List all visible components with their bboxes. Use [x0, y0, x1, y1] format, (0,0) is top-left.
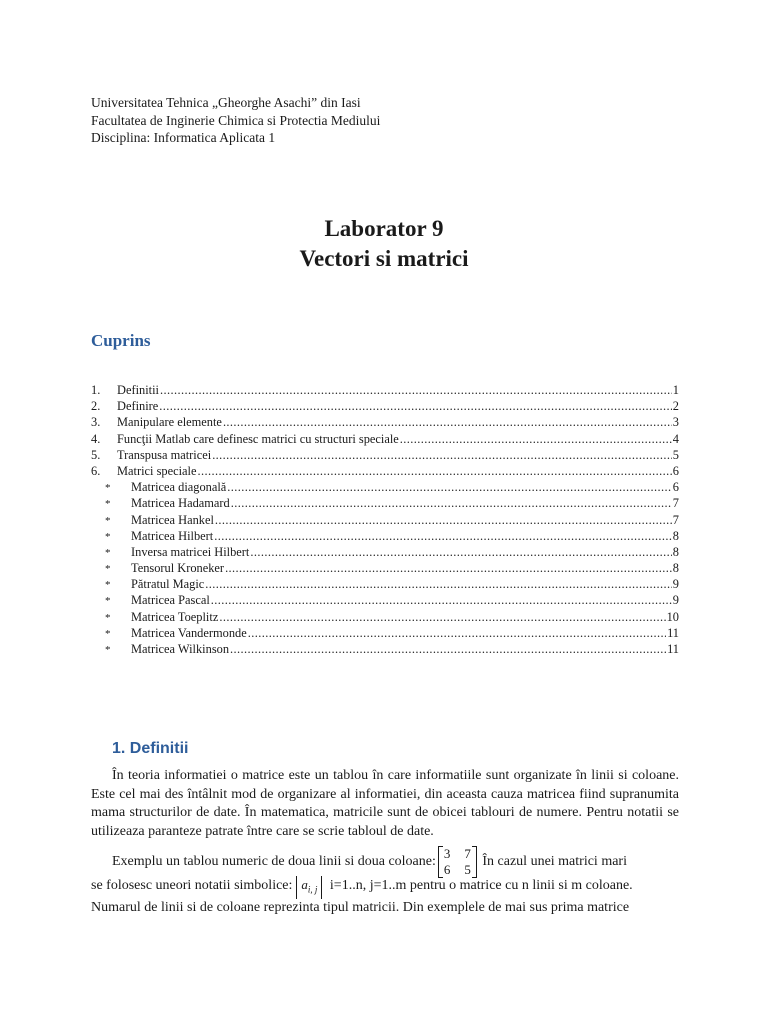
toc-entry[interactable] [91, 529, 679, 545]
toc-entry[interactable] [91, 464, 679, 480]
toc-label: Pătratul Magic [131, 577, 205, 592]
toc-entry[interactable] [91, 383, 679, 399]
toc-bullet: * [105, 546, 111, 559]
definitii-paragraph: În teoria informatiei o matrice este un tablou în care informatiile sunt organizate în linii si coloane. Este cel mai des întâlnit mod de organizare al informatiei, din aceasta cauza matricea fiind supranumita mama structurilor de date. În matematica, matricile sunt de obicei tablouri de numere. Pentru notatii se utilizeaza paranteze patrate între care se scrie tabloul de date. [91, 768, 679, 839]
symbolic-text-after: i=1..n, j=1..m pentru o matrice cu n linii si m coloane. [326, 878, 633, 893]
toc-label: Matricea Toeplitz [131, 609, 219, 624]
document-header [91, 94, 380, 147]
toc-page-number: 8 [672, 528, 679, 543]
toc-label: Matricea Hadamard [131, 496, 230, 511]
toc-leader-dots [219, 610, 665, 625]
toc-leader-dots [159, 399, 672, 414]
example-text-after: În cazul unei matrici mari [478, 854, 627, 870]
toc-bullet: * [105, 563, 111, 576]
toc-label: Manipulare elemente [117, 415, 222, 430]
example-text: Exemplu un tablou numeric de doua linii si doua coloane: [112, 854, 436, 870]
toc-label: Matrici speciale [117, 463, 197, 478]
toc-leader-dots [211, 593, 672, 608]
toc-page-number: 6 [672, 480, 679, 495]
toc-label: Matricea Hilbert [131, 528, 214, 543]
toc-page-number: 8 [672, 544, 679, 559]
toc-bullet: * [105, 530, 111, 543]
symbol-subscript: i, j [307, 884, 318, 895]
toc-number: 1. [91, 383, 101, 397]
toc-page-number: 11 [667, 642, 679, 656]
toc-entry[interactable] [91, 399, 679, 415]
toc-leader-dots [225, 561, 672, 576]
toc-page-number: 7 [672, 496, 679, 511]
matrix-cell: 3 [443, 846, 451, 861]
toc-label: Matricea Vandermonde [131, 625, 247, 640]
toc-entry[interactable] [91, 448, 679, 464]
toc-leader-dots [160, 383, 672, 398]
toc-label: Inversa matricei Hilbert [131, 544, 250, 559]
toc-bullet: * [105, 595, 111, 608]
toc-entry[interactable] [91, 642, 679, 658]
toc-leader-dots [223, 415, 672, 430]
toc-leader-dots [400, 432, 672, 447]
toc-page-number: 10 [666, 609, 679, 624]
toc-page-number: 9 [672, 577, 679, 592]
toc-page-number: 7 [672, 512, 679, 527]
toc-entry[interactable] [91, 610, 679, 626]
toc-number: 6. [91, 463, 101, 478]
matrix-cell: 5 [464, 862, 471, 877]
toc-number: 3. [91, 415, 101, 430]
table-of-contents [91, 383, 679, 658]
toc-bullet: * [105, 498, 111, 511]
toc-leader-dots [227, 480, 672, 495]
toc-bullet: * [105, 627, 111, 640]
toc-page-number: 11 [667, 625, 679, 640]
toc-leader-dots [231, 496, 672, 511]
symbol-base: a [301, 877, 308, 892]
toc-page-number: 9 [672, 593, 679, 608]
toc-bullet: * [105, 514, 111, 527]
toc-label: Matricea diagonală [131, 480, 227, 495]
faculty-line: Facultatea de Inginerie Chimica si Protectia Mediului [91, 112, 381, 128]
toc-leader-dots [197, 464, 671, 479]
university-line: Universitatea Tehnica „Gheorghe Asachi” din Iasi [91, 95, 361, 110]
toc-label: Transpusa matricei [117, 447, 212, 462]
lab-title: Laborator 9 [324, 216, 444, 241]
toc-entry[interactable] [91, 432, 679, 448]
toc-label: Tensorul Kroneker [131, 561, 225, 576]
toc-number: 5. [91, 447, 101, 462]
toc-number: 4. [91, 431, 101, 446]
toc-label: Matricea Wilkinson [131, 642, 230, 656]
toc-leader-dots [215, 513, 672, 528]
toc-label: Funcţii Matlab care definesc matrici cu structuri speciale [117, 431, 399, 446]
symbolic-line [91, 876, 679, 899]
toc-entry[interactable] [91, 561, 679, 577]
toc-page-number: 6 [672, 463, 679, 478]
toc-leader-dots [205, 577, 672, 592]
example-line [91, 846, 679, 878]
toc-label: Definire [117, 399, 159, 414]
toc-page-number: 3 [672, 415, 679, 430]
symbolic-text: se folosesc uneori notatii simbolice: [91, 878, 293, 893]
last-line: Numarul de linii si de coloane reprezinta tipul matricii. Din exemplele de mai sus prima matrice [91, 900, 630, 915]
toc-entry[interactable] [91, 513, 679, 529]
lab-subtitle: Vectori si matrici [299, 246, 469, 271]
symbolic-notation [296, 876, 322, 899]
toc-heading: Cuprins [91, 331, 151, 350]
toc-number: 2. [91, 399, 101, 414]
toc-entry[interactable] [91, 577, 679, 593]
toc-leader-dots [248, 626, 666, 641]
example-matrix [438, 846, 477, 878]
toc-label: Definitii [117, 383, 159, 397]
section-heading-definitii: 1. Definitii [112, 740, 189, 757]
toc-entry[interactable] [91, 415, 679, 431]
toc-leader-dots [250, 545, 671, 560]
toc-entry[interactable] [91, 593, 679, 609]
toc-leader-dots [212, 448, 672, 463]
toc-page-number: 2 [672, 399, 679, 414]
toc-entry[interactable] [91, 545, 679, 561]
toc-entry[interactable] [91, 626, 679, 642]
matrix-cell: 7 [464, 846, 471, 861]
toc-page-number: 4 [672, 431, 679, 446]
discipline-line: Disciplina: Informatica Aplicata 1 [91, 130, 276, 145]
toc-label: Matricea Pascal [131, 593, 210, 608]
toc-page-number: 8 [672, 561, 679, 576]
toc-label: Matricea Hankel [131, 512, 214, 527]
toc-bullet: * [105, 611, 111, 624]
matrix-cell: 6 [443, 862, 451, 877]
toc-page-number: 5 [672, 447, 679, 462]
toc-bullet: * [105, 482, 111, 495]
toc-leader-dots [214, 529, 672, 544]
toc-bullet: * [105, 644, 111, 656]
toc-entry[interactable] [91, 480, 679, 496]
toc-bullet: * [105, 579, 111, 592]
toc-page-number: 1 [672, 383, 679, 397]
toc-entry[interactable] [91, 496, 679, 512]
toc-leader-dots [230, 642, 666, 657]
